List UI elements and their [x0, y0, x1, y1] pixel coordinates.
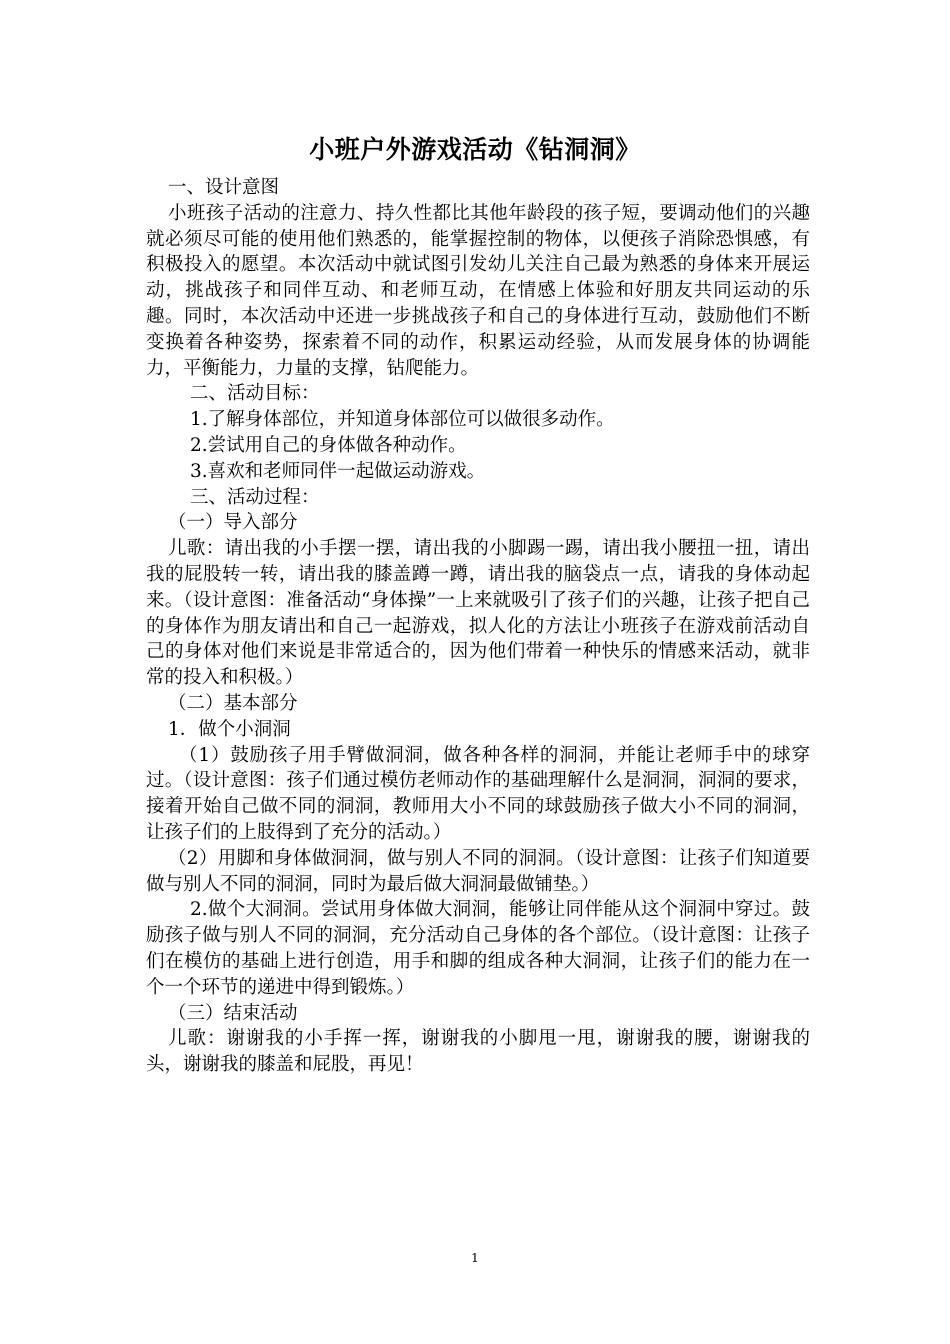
- section-heading-process: 三、活动过程：: [190, 486, 320, 508]
- paragraph-intro-rhyme: 儿歌：请出我的小手摆一摆，请出我的小脚踢一踢，请出我小腰扭一扭，请出我的屁股转一转，请出我的膝盖蹲一蹲，请出我的脑袋点一点，请我的身体动起来。（设计意图：准备活动“身体操”一上来就吸引了孩子们的兴趣，让孩子把自己的身体作为朋友请出和自己一起游戏，拟人化的方法让小班孩子在游戏前活动自己的身体对他们来说是非常适合的，因为他们带着一种快乐的情感来活动，就非常的投入和积极。）: [146, 538, 810, 689]
- page-number: 1: [471, 1251, 479, 1265]
- section-heading-design-intent: 一、设计意图: [168, 177, 280, 198]
- paragraph-ending-rhyme: 儿歌：谢谢我的小手挥一挥，谢谢我的小脚甩一甩，谢谢我的腰，谢谢我的头，谢谢我的膝盖和屁股，再见！: [146, 1028, 810, 1076]
- document-body: [146, 175, 810, 1078]
- paragraph-design-intent: 小班孩子活动的注意力、持久性都比其他年龄段的孩子短，要调动他们的兴趣就必须尽可能的使用他们熟悉的，能掌握控制的物体，以便孩子消除恐惧感，有积极投入的愿望。本次活动中就试图引发幼儿关注自己最为熟悉的身体来开展运动，挑战孩子和同伴互动、和老师互动，在情感上体验和好朋友共同运动的乐趣。同时，本次活动中还进一步挑战孩子和自己的身体进行互动，鼓励他们不断变换着各种姿势，探索着不同的动作，积累运动经验，从而发展身体的协调能力，平衡能力，力量的支撑，钻爬能力。: [146, 202, 810, 379]
- subsection-heading-ending: （三）结束活动: [168, 1002, 298, 1024]
- paragraph-small-hole-arms: （1）鼓励孩子用手臂做洞洞，做各种各样的洞洞，并能让老师手中的球穿过。（设计意图：孩子们通过模仿老师动作的基础理解什么是洞洞，洞洞的要求，接着开始自己做不同的洞洞，教师用大小不同的球鼓励孩子做大小不同的洞洞，让孩子们的上肢得到了充分的活动。）: [146, 744, 810, 843]
- paragraph-small-hole-feet: （2）用脚和身体做洞洞，做与别人不同的洞洞。（设计意图：让孩子们知道要做与别人不同的洞洞，同时为最后做大洞洞最做铺垫。）: [146, 847, 810, 895]
- subsection-heading-intro: （一）导入部分: [168, 512, 298, 534]
- goal-item-1: 1.了解身体部位，并知道身体部位可以做很多动作。: [190, 409, 615, 431]
- goal-item-2: 2.尝试用自己的身体做各种动作。: [190, 434, 467, 456]
- section-heading-goals: 二、活动目标：: [190, 383, 320, 405]
- subsection-heading-basic: （二）基本部分: [168, 692, 298, 714]
- goal-item-3: 3.喜欢和老师同伴一起做运动游戏。: [190, 460, 486, 482]
- document-title: 小班户外游戏活动《钻洞洞》: [309, 135, 641, 164]
- step-heading-small-hole: 1．做个小洞洞: [168, 718, 291, 740]
- paragraph-big-hole: 2.做个大洞洞。尝试用身体做大洞洞，能够让同伴能从这个洞洞中穿过。鼓励孩子做与别人不同的洞洞，充分活动自己身体的各个部位。（设计意图：让孩子们在模仿的基础上进行创造，用手和脚的组成各种大洞洞，让孩子们的能力在一个一个环节的递进中得到锻炼。）: [146, 899, 810, 998]
